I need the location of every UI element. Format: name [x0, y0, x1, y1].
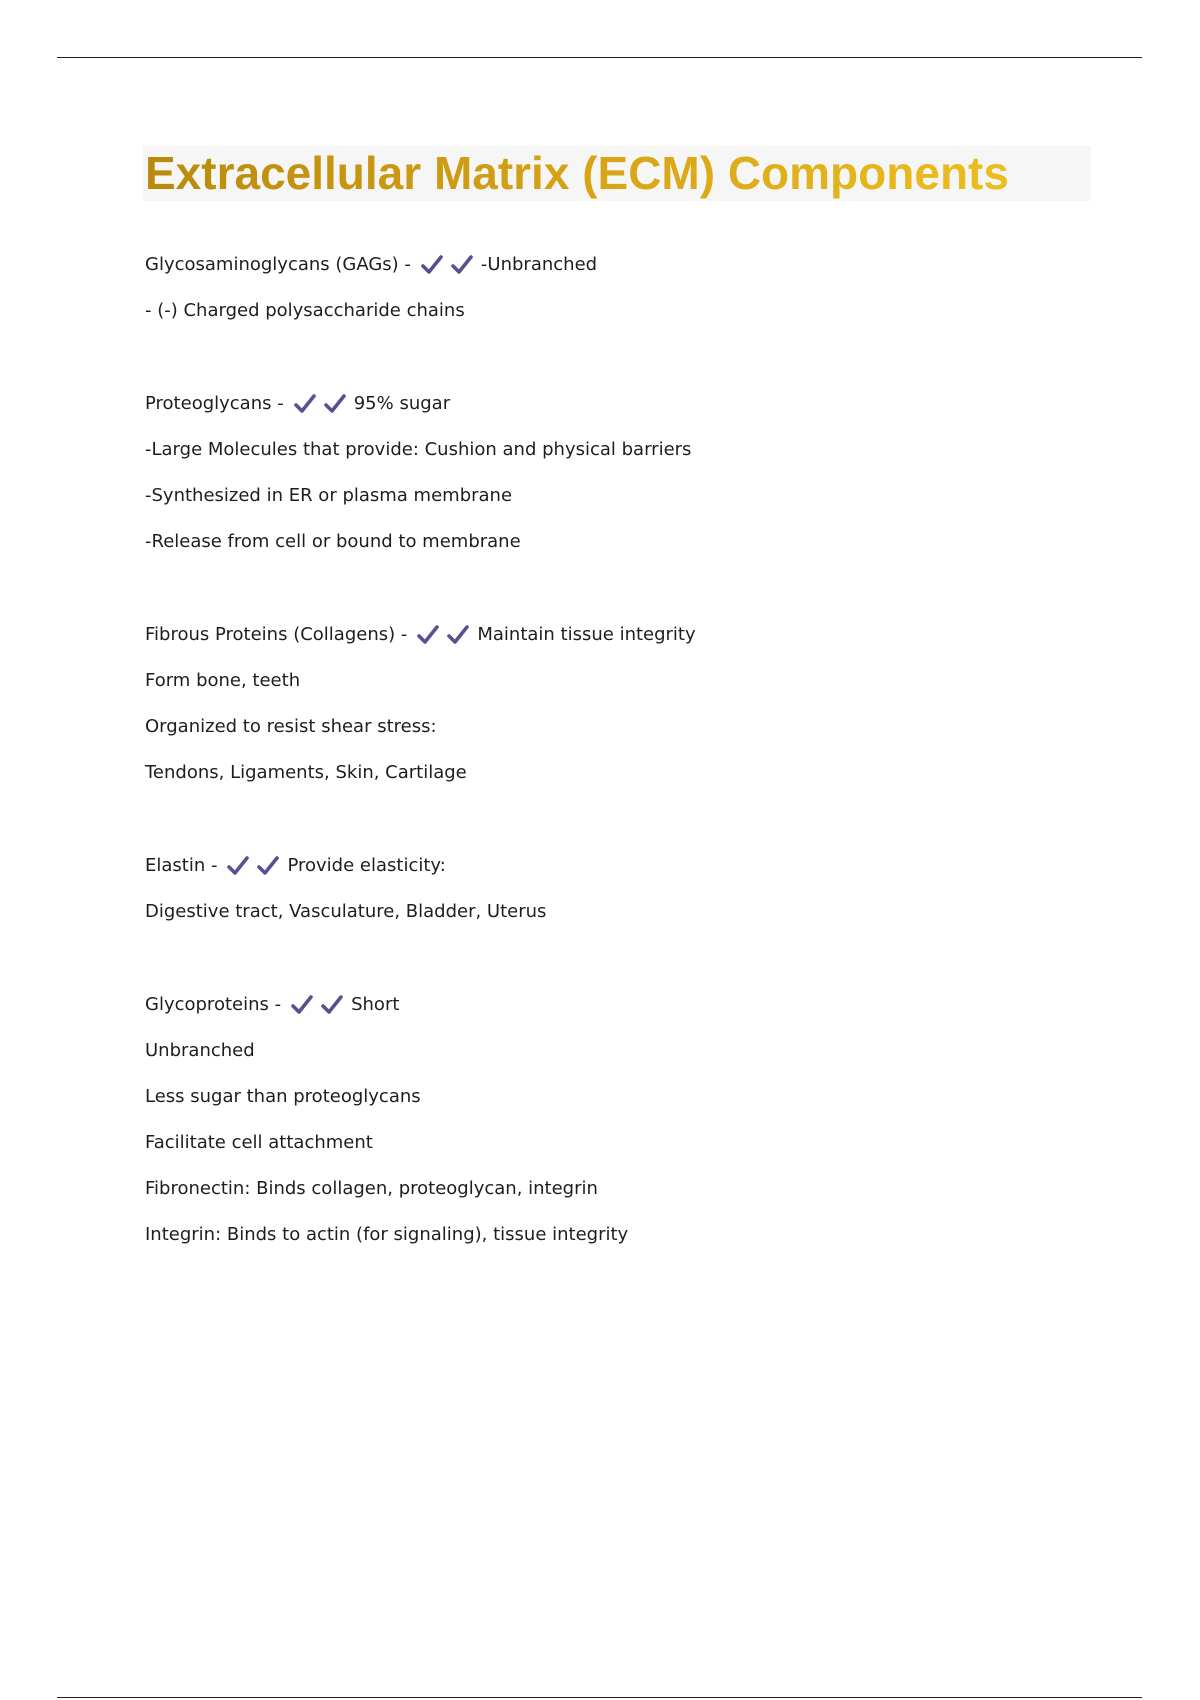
definition-first-line: Maintain tissue integrity	[477, 624, 696, 645]
section-elastin	[145, 843, 1095, 935]
definition-line: Digestive tract, Vasculature, Bladder, Uterus	[145, 901, 547, 922]
definition-first-line: Provide elasticity:	[287, 855, 446, 876]
flashcard-term-line	[145, 982, 1095, 1028]
flashcard-term-line	[145, 242, 1095, 288]
definition-line: -Synthesized in ER or plasma membrane	[145, 485, 513, 506]
double-check-icons	[417, 253, 477, 277]
term-label: Glycosaminoglycans (GAGs) -	[145, 254, 411, 275]
double-check-icons	[413, 623, 473, 647]
double-check-icons	[287, 993, 347, 1017]
definition-line: -Release from cell or bound to membrane	[145, 531, 521, 552]
term-label: Glycoproteins -	[145, 994, 282, 1015]
term-label: Proteoglycans -	[145, 393, 284, 414]
definition-line: -Large Molecules that provide: Cushion and physical barriers	[145, 439, 692, 460]
check-icon	[256, 854, 280, 878]
check-icon	[416, 623, 440, 647]
document-body	[145, 242, 1095, 1305]
section-proteoglycans	[145, 381, 1095, 565]
definition-line: Form bone, teeth	[145, 670, 301, 691]
bottom-rule	[57, 1697, 1142, 1698]
check-icon	[446, 623, 470, 647]
check-icon	[320, 993, 344, 1017]
definition-first-line: -Unbranched	[480, 254, 598, 275]
flashcard-term-line	[145, 843, 1095, 889]
check-icon	[290, 993, 314, 1017]
check-icon	[450, 253, 474, 277]
definition-line: Fibronectin: Binds collagen, proteoglycan, integrin	[145, 1178, 598, 1199]
term-label: Fibrous Proteins (Collagens) -	[145, 624, 408, 645]
double-check-icons	[223, 854, 283, 878]
section-fibrous-proteins	[145, 612, 1095, 796]
top-rule	[57, 57, 1142, 58]
section-glycoproteins	[145, 982, 1095, 1258]
check-icon	[293, 392, 317, 416]
definition-line: Tendons, Ligaments, Skin, Cartilage	[145, 762, 467, 783]
check-icon	[420, 253, 444, 277]
definition-line: Integrin: Binds to actin (for signaling), tissue integrity	[145, 1224, 629, 1245]
page-title: Extracellular Matrix (ECM) Components	[145, 143, 1009, 203]
definition-line: Facilitate cell attachment	[145, 1132, 373, 1153]
check-icon	[226, 854, 250, 878]
double-check-icons	[290, 392, 350, 416]
definition-line: Less sugar than proteoglycans	[145, 1086, 421, 1107]
definition-line: Organized to resist shear stress:	[145, 716, 437, 737]
flashcard-term-line	[145, 612, 1095, 658]
definition-first-line: 95% sugar	[353, 393, 451, 414]
section-gags	[145, 242, 1095, 334]
term-label: Elastin -	[145, 855, 218, 876]
definition-first-line: Short	[351, 994, 400, 1015]
definition-line: Unbranched	[145, 1040, 255, 1061]
check-icon	[323, 392, 347, 416]
definition-line: - (-) Charged polysaccharide chains	[145, 300, 465, 321]
flashcard-term-line	[145, 381, 1095, 427]
